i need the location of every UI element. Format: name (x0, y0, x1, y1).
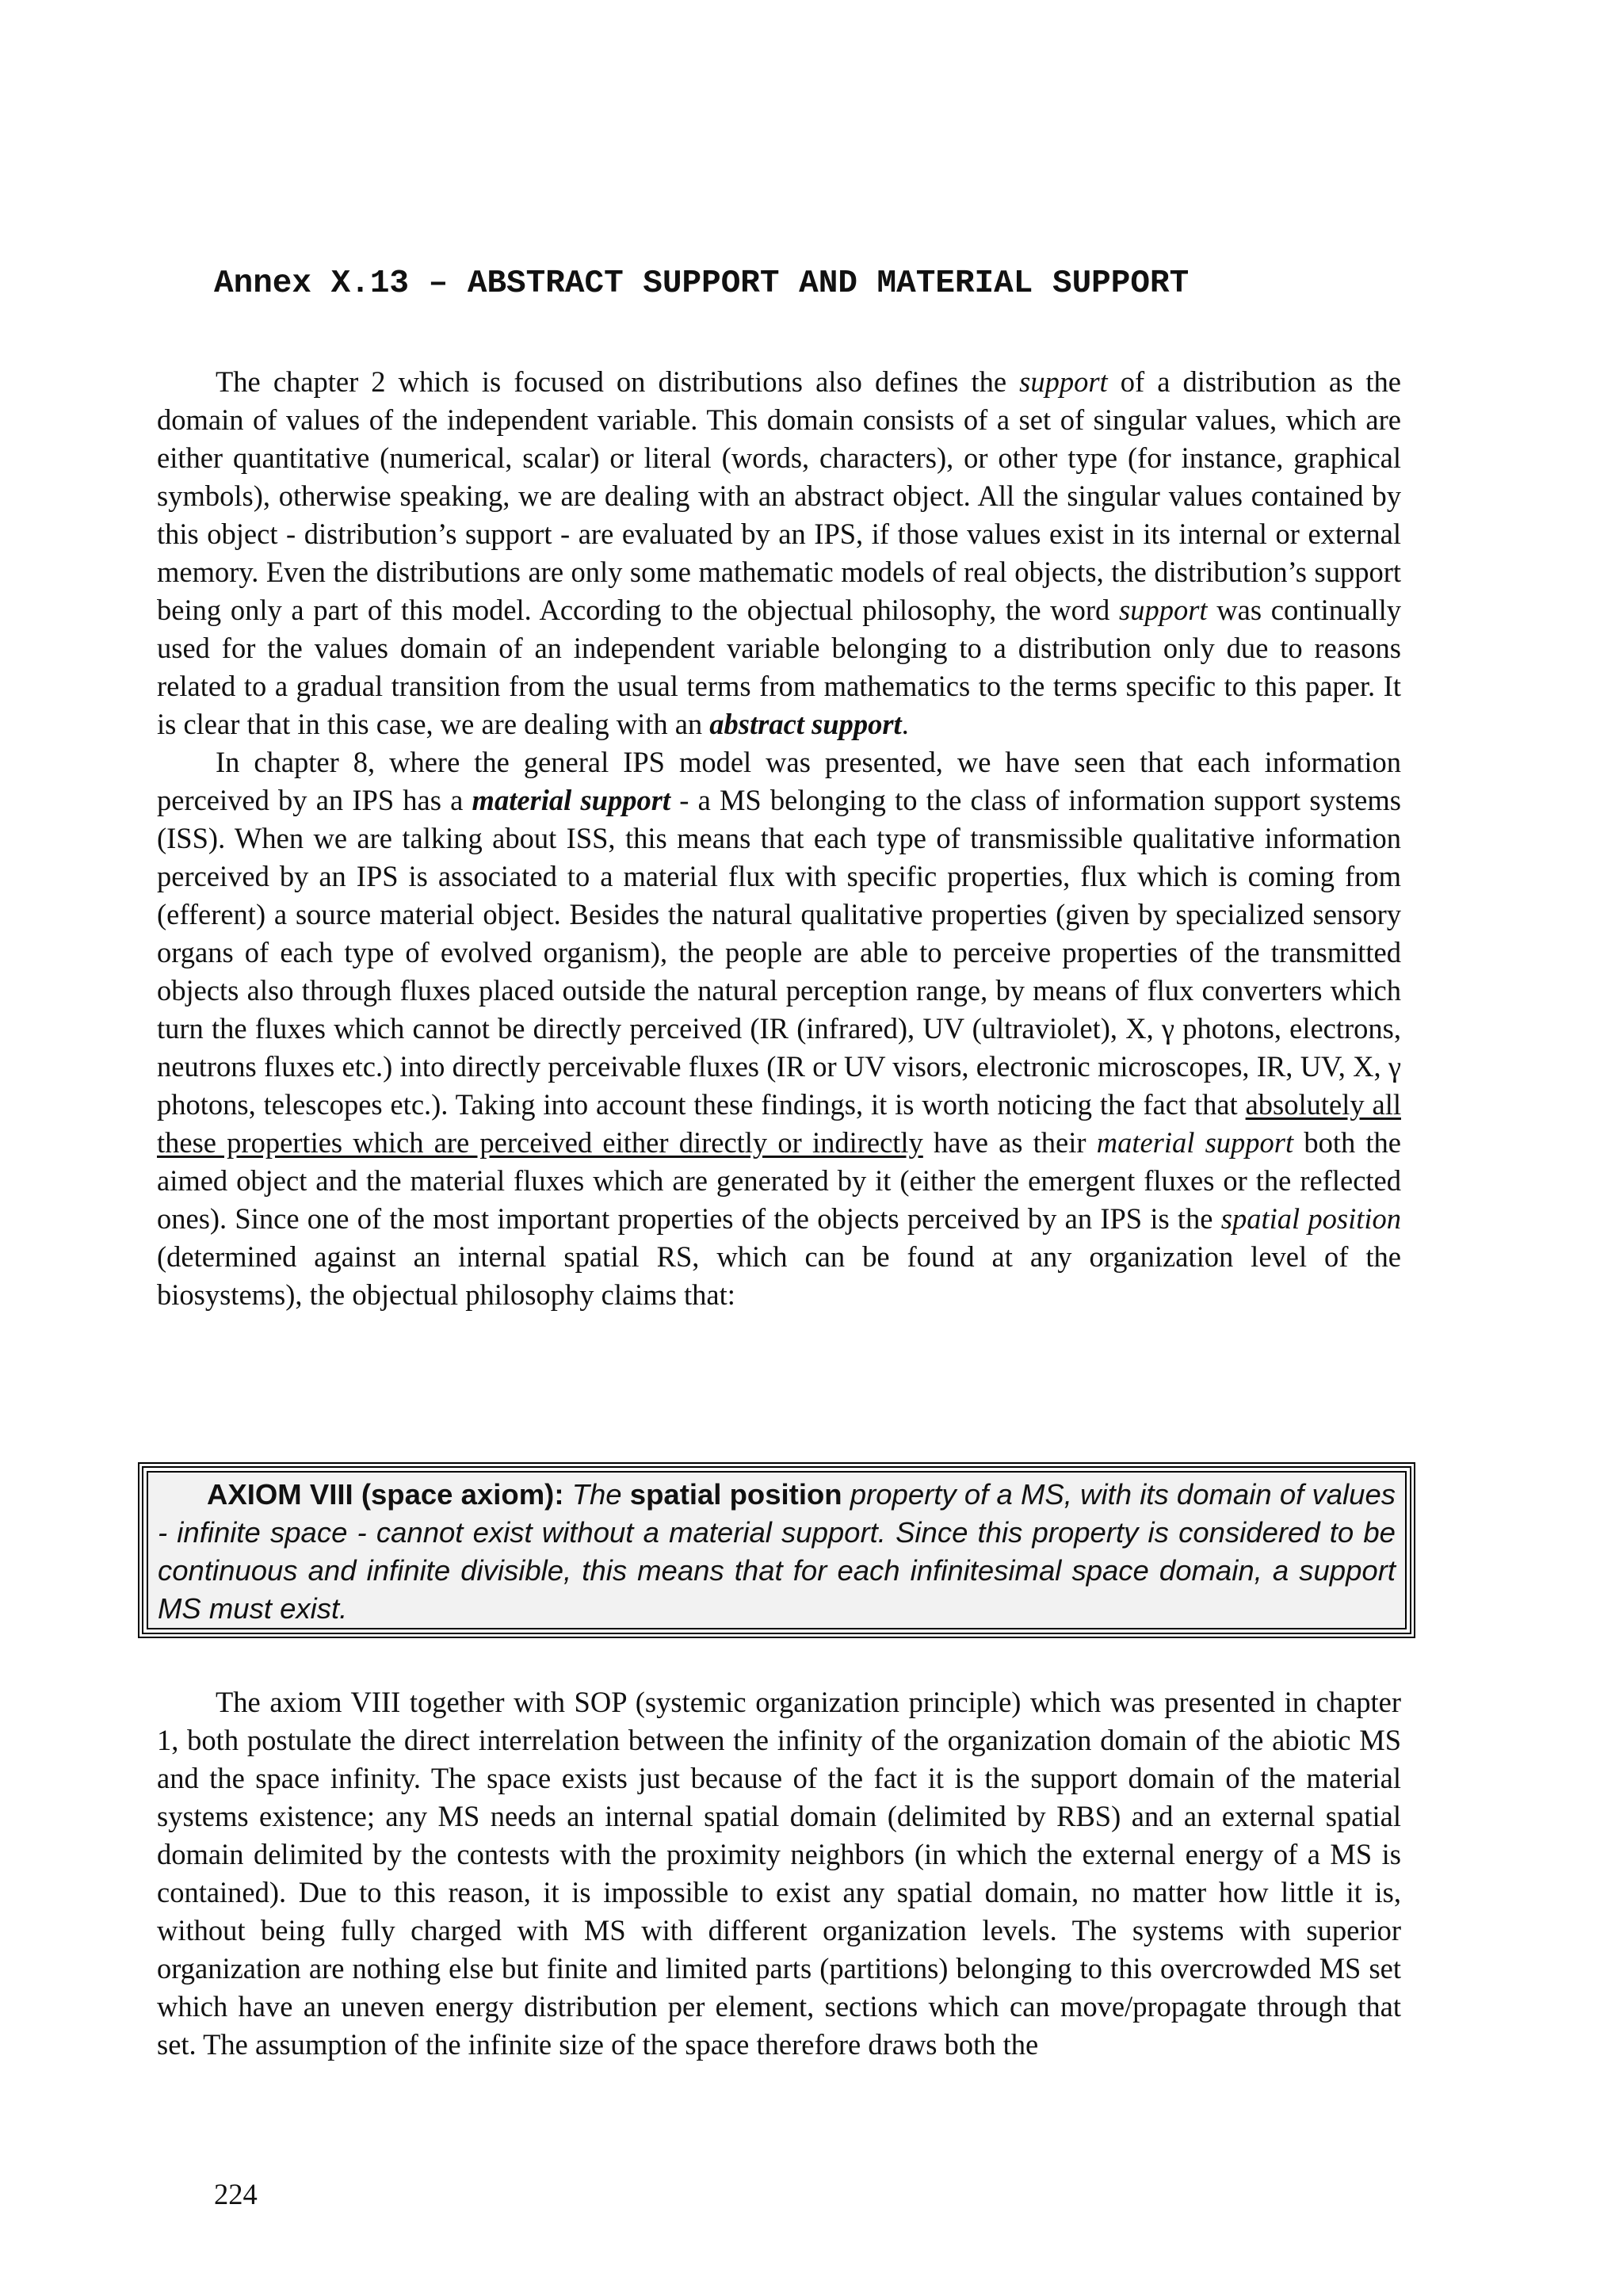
p2-text-4: both the aimed object and the material fluxes which are generated by it (either the emergent fluxes or the reflected ones). Since one of the most important properties of the objects perceived by an IPS is the (157, 1126, 1401, 1235)
axiom-text-1: The (563, 1478, 630, 1511)
p2-emph-material-support: material support (472, 784, 671, 816)
body-section-1 (157, 363, 1401, 1314)
p1-emph-support-1: support (1019, 365, 1108, 398)
paragraph-3: The axiom VIII together with SOP (systemic organization principle) which was presented in chapter 1, both postulate the direct interrelation between the infinity of the organization domain of the abiotic MS and the space infinity. The space exists just because of the fact it is the support domain of the material systems existence; any MS needs an internal spatial domain (delimited by RBS) and an external spatial domain delimited by the contests with the proximity neighbors (in which the external energy of a MS is contained). Due to this reason, it is impossible to exist any spatial domain, no matter how little it is, without being fully charged with MS with different organization levels. The systems with superior organization are nothing else but finite and limited parts (partitions) belonging to this overcrowded MS set which have an uneven energy distribution per element, sections which can move/propagate through that set. The assumption of the infinite size of the space therefore draws both the (157, 1686, 1401, 2061)
axiom-paragraph (158, 1476, 1396, 1628)
page-number: 224 (214, 2178, 258, 2210)
p2-text-5: (determined against an internal spatial RS, which can be found at any organization level of the biosystems), the objectual philosophy claims that: (157, 1240, 1401, 1311)
paragraph-1 (157, 363, 1401, 743)
body-section-2 (157, 1683, 1401, 2064)
p2-text-2: - a MS belonging to the class of information support systems (ISS). When we are talking about ISS, this means that each type of transmissible qualitative information perceived by an IPS is associated to a material flux with specific properties, flux which is coming from (efferent) a source material object. Besides the natural qualitative properties (given by specialized sensory organs of each type of evolved organism), the people are able to perceive properties of the transmitted objects also through fluxes placed outside the natural perception range, by means of flux converters which turn the fluxes which cannot be directly perceived (IR (infrared), UV (ultraviolet), X, γ photons, electrons, neutrons fluxes etc.) into directly perceivable fluxes (IR or UV visors, electronic microscopes, IR, UV, X, γ photons, telescopes etc.). Taking into account these findings, it is worth noticing the fact that (157, 784, 1401, 1121)
p2-emph-spatial-position: spatial position (1220, 1202, 1401, 1235)
p2-text-1: In chapter 8, where the general IPS model was presented, we have seen that each information perceived by an IPS has a (157, 746, 1401, 816)
p1-emph-abstract-support: abstract support (709, 708, 902, 740)
paragraph-2 (157, 743, 1401, 1314)
p1-text-2: of a distribution as the domain of values of the independent variable. This domain consists of a set of singular values, which are either quantitative (numerical, scalar) or literal (words, characters), or other type (for instance, graphical symbols), otherwise speaking, we are dealing with an abstract object. All the singular values contained by this object - distribution’s support - are evaluated by an IPS, if those values exist in its internal or external memory. Even the distributions are only some mathematic models of real objects, the distribution’s support being only a part of this model. According to the objectual philosophy, the word (157, 365, 1401, 626)
p1-text-1: The chapter 2 which is focused on distributions also defines the (216, 365, 1020, 398)
axiom-box (138, 1462, 1415, 1638)
p2-emph-material-support-2: material support (1096, 1126, 1294, 1159)
p2-underlined-text: absolutely all these properties which are perceived either directly or indirectly (157, 1088, 1401, 1159)
p1-text-3: was continually used for the values domain of an independent variable belonging to a distribution only due to reasons related to a gradual transition from the usual terms from mathematics to the terms specific to this paper. It is clear that in this case, we are dealing with an (157, 594, 1401, 740)
annex-title: Annex X.13 – ABSTRACT SUPPORT AND MATERIAL SUPPORT (214, 266, 1190, 302)
axiom-content (147, 1471, 1407, 1629)
axiom-bold-spatial-position: spatial position (629, 1478, 842, 1511)
axiom-text-2: property of a MS, with its domain of values - infinite space - cannot exist without a material support. Since this property is considered to be continuous and infinite divisible, this means that for each infinitesimal space domain, a support MS must exist. (158, 1478, 1396, 1625)
p2-text-3: have as their (922, 1126, 1097, 1159)
axiom-lead: AXIOM VIII (space axiom): (207, 1478, 564, 1511)
p1-text-4: . (901, 708, 909, 740)
p1-emph-support-2: support (1119, 594, 1208, 626)
